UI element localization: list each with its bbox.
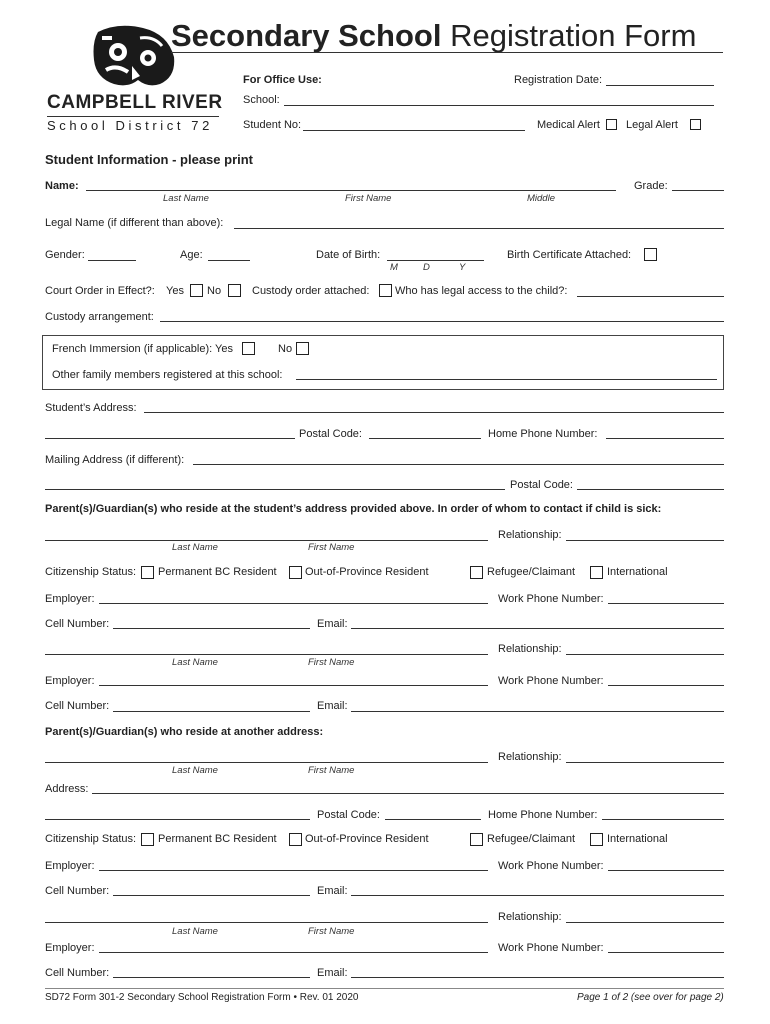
court-order-label: Court Order in Effect?: [45, 285, 155, 297]
middle-caption: Middle [527, 193, 555, 204]
guardian3-cell-field[interactable] [113, 895, 310, 896]
guardian3-name-field[interactable] [45, 762, 488, 763]
mailing-postal-label: Postal Code: [510, 479, 573, 491]
guardian3-postal-label: Postal Code: [317, 809, 380, 821]
guardian3-work-phone-field[interactable] [608, 870, 724, 871]
guardians-other-heading: Parent(s)/Guardian(s) who reside at another address: [45, 726, 324, 738]
guardian3-first-caption: First Name [308, 765, 355, 776]
last-name-caption: Last Name [163, 193, 209, 204]
student-no-field[interactable] [303, 130, 525, 131]
guardian4-first-caption: First Name [308, 926, 355, 937]
guardian3-last-caption: Last Name [172, 765, 218, 776]
first-name-caption: First Name [345, 193, 392, 204]
mailing-address-field[interactable] [193, 464, 724, 465]
birth-cert-checkbox[interactable] [644, 248, 657, 261]
grade-field[interactable] [672, 190, 724, 191]
guardian1-work-phone-field[interactable] [608, 603, 724, 604]
dob-month-caption: M [390, 262, 398, 273]
guardian1-cell-field[interactable] [113, 628, 310, 629]
medical-alert-label: Medical Alert [537, 119, 600, 131]
guardian4-email-field[interactable] [351, 977, 724, 978]
legal-access-label: Who has legal access to the child?: [395, 285, 568, 297]
guardian2-work-phone-label: Work Phone Number: [498, 675, 604, 687]
guardian4-employer-field[interactable] [99, 952, 488, 953]
district-logo [88, 22, 178, 92]
guardian1-out-of-province-label: Out-of-Province Resident [305, 566, 429, 578]
guardian1-employer-label: Employer: [45, 593, 95, 605]
court-order-yes-label: Yes [166, 285, 184, 297]
guardian3-employer-label: Employer: [45, 860, 95, 872]
guardian1-email-field[interactable] [351, 628, 724, 629]
legal-access-field[interactable] [577, 296, 724, 297]
legal-name-field[interactable] [234, 228, 724, 229]
guardian3-email-label: Email: [317, 885, 348, 897]
name-label: Name: [45, 180, 79, 192]
other-family-field[interactable] [296, 379, 717, 380]
guardian3-refugee-checkbox[interactable] [470, 833, 483, 846]
guardian1-cell-label: Cell Number: [45, 618, 110, 630]
student-address-label: Student’s Address: [45, 402, 137, 414]
guardian1-first-caption: First Name [308, 542, 355, 553]
age-label: Age: [180, 249, 203, 261]
age-field[interactable] [208, 260, 250, 261]
student-no-label: Student No: [243, 119, 302, 131]
registration-date-label: Registration Date: [514, 74, 603, 86]
guardian3-permanent-bc-label: Permanent BC Resident [158, 833, 277, 845]
page-title: Secondary School Registration Form [171, 18, 697, 53]
other-family-label: Other family members registered at this school: [52, 369, 283, 381]
guardian4-last-caption: Last Name [172, 926, 218, 937]
district-name: CAMPBELL RIVER [47, 92, 223, 113]
guardian2-name-field[interactable] [45, 654, 488, 655]
home-phone-field[interactable] [606, 438, 724, 439]
guardian2-relationship-label: Relationship: [498, 643, 562, 655]
french-immersion-no-checkbox[interactable] [296, 342, 309, 355]
guardian2-employer-field[interactable] [99, 685, 488, 686]
dob-label: Date of Birth: [316, 249, 381, 261]
dob-year-caption: Y [459, 262, 466, 273]
guardian3-home-phone-field[interactable] [602, 819, 724, 820]
guardian4-relationship-field[interactable] [566, 922, 724, 923]
name-field[interactable] [86, 190, 616, 191]
guardian4-cell-label: Cell Number: [45, 967, 110, 979]
guardian2-cell-field[interactable] [113, 711, 310, 712]
medical-alert-checkbox[interactable] [606, 119, 617, 130]
guardian2-first-caption: First Name [308, 657, 355, 668]
guardian1-international-label: International [607, 566, 668, 578]
guardian1-permanent-bc-label: Permanent BC Resident [158, 566, 277, 578]
custody-arrangement-field[interactable] [160, 321, 724, 322]
guardian4-relationship-label: Relationship: [498, 911, 562, 923]
guardian3-address-label: Address: [45, 783, 89, 795]
guardian3-email-field[interactable] [351, 895, 724, 896]
dob-field[interactable] [387, 260, 484, 261]
guardian3-out-of-province-label: Out-of-Province Resident [305, 833, 429, 845]
court-order-yes-checkbox[interactable] [190, 284, 203, 297]
guardian4-cell-field[interactable] [113, 977, 310, 978]
student-info-heading: Student Information - please print [45, 152, 254, 167]
guardian2-email-label: Email: [317, 700, 348, 712]
guardian2-relationship-field[interactable] [566, 654, 724, 655]
guardian1-refugee-checkbox[interactable] [470, 566, 483, 579]
legal-alert-checkbox[interactable] [690, 119, 701, 130]
guardian2-work-phone-field[interactable] [608, 685, 724, 686]
guardian3-home-phone-label: Home Phone Number: [488, 809, 598, 821]
guardian3-relationship-label: Relationship: [498, 751, 562, 763]
guardian3-address-line2-field[interactable] [45, 819, 310, 820]
court-order-no-checkbox[interactable] [228, 284, 241, 297]
home-phone-label: Home Phone Number: [488, 428, 598, 440]
guardian2-employer-label: Employer: [45, 675, 95, 687]
guardian2-cell-label: Cell Number: [45, 700, 110, 712]
guardian1-relationship-field[interactable] [566, 540, 724, 541]
french-immersion-no-label: No [278, 343, 293, 355]
guardian1-refugee-label: Refugee/Claimant [487, 566, 576, 578]
guardian4-work-phone-label: Work Phone Number: [498, 942, 604, 954]
custody-attached-label: Custody order attached: [252, 285, 370, 297]
birth-cert-label: Birth Certificate Attached: [507, 249, 632, 261]
office-school-label: School: [243, 94, 280, 106]
student-address-field[interactable] [144, 412, 724, 413]
guardian4-work-phone-field[interactable] [608, 952, 724, 953]
guardian1-citizenship-label: Citizenship Status: [45, 566, 137, 578]
french-immersion-label: French Immersion (if applicable): Yes [52, 343, 233, 355]
grade-label: Grade: [634, 180, 668, 192]
guardian3-postal-field[interactable] [385, 819, 481, 820]
guardian1-email-label: Email: [317, 618, 348, 630]
dob-day-caption: D [423, 262, 430, 273]
guardian1-employer-field[interactable] [99, 603, 488, 604]
guardian4-email-label: Email: [317, 967, 348, 979]
guardian4-name-field[interactable] [45, 922, 488, 923]
legal-alert-label: Legal Alert [626, 119, 678, 131]
guardian3-international-label: International [607, 833, 668, 845]
guardian1-out-of-province-checkbox[interactable] [289, 566, 302, 579]
gender-field[interactable] [88, 260, 136, 261]
office-use-label: For Office Use: [243, 74, 322, 86]
guardian1-last-caption: Last Name [172, 542, 218, 553]
guardian1-work-phone-label: Work Phone Number: [498, 593, 604, 605]
guardian3-out-of-province-checkbox[interactable] [289, 833, 302, 846]
guardian3-cell-label: Cell Number: [45, 885, 110, 897]
office-school-field[interactable] [284, 105, 714, 106]
mailing-address-label: Mailing Address (if different): [45, 454, 185, 466]
guardian2-last-caption: Last Name [172, 657, 218, 668]
postal-code-label: Postal Code: [299, 428, 362, 440]
custody-arrangement-label: Custody arrangement: [45, 311, 154, 323]
legal-name-label: Legal Name (if different than above): [45, 217, 224, 229]
guardian1-international-checkbox[interactable] [590, 566, 603, 579]
guardian3-international-checkbox[interactable] [590, 833, 603, 846]
custody-attached-checkbox[interactable] [379, 284, 392, 297]
guardian3-employer-field[interactable] [99, 870, 488, 871]
student-address-line2-field[interactable] [45, 438, 295, 439]
guardian2-email-field[interactable] [351, 711, 724, 712]
page-number: Page 1 of 2 (see over for page 2) [577, 992, 724, 1003]
gender-label: Gender: [45, 249, 85, 261]
guardian3-relationship-field[interactable] [566, 762, 724, 763]
guardian3-address-field[interactable] [92, 793, 724, 794]
guardian1-relationship-label: Relationship: [498, 529, 562, 541]
guardian3-citizenship-label: Citizenship Status: [45, 833, 137, 845]
registration-date-field[interactable] [606, 85, 714, 86]
mailing-postal-field[interactable] [577, 489, 724, 490]
form-id: SD72 Form 301-2 Secondary School Registration Form • Rev. 01 2020 [45, 992, 359, 1003]
guardian3-refugee-label: Refugee/Claimant [487, 833, 576, 845]
guardian1-name-field[interactable] [45, 540, 488, 541]
district-subtitle: School District 72 [47, 118, 213, 133]
guardian3-work-phone-label: Work Phone Number: [498, 860, 604, 872]
court-order-no-label: No [207, 285, 222, 297]
guardian4-employer-label: Employer: [45, 942, 95, 954]
mailing-address-line2-field[interactable] [45, 489, 505, 490]
guardian3-permanent-bc-checkbox[interactable] [141, 833, 154, 846]
french-immersion-yes-checkbox[interactable] [242, 342, 255, 355]
guardians-same-heading: Parent(s)/Guardian(s) who reside at the student’s address provided above. In order of whom to contact if child is sick: [45, 503, 662, 515]
postal-code-field[interactable] [369, 438, 481, 439]
guardian1-permanent-bc-checkbox[interactable] [141, 566, 154, 579]
orca-logo-icon [88, 22, 178, 92]
